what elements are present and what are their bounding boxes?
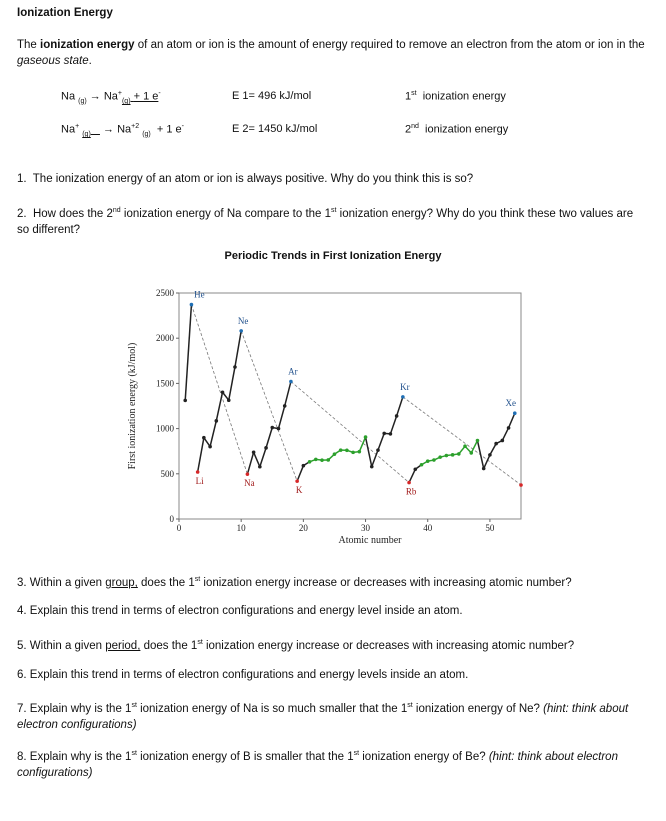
data-point — [295, 479, 299, 483]
question-text: ionization energy increase or decreases with increasing atomic number? — [200, 576, 572, 589]
question-hint: (hint: think about electron configurations) — [17, 702, 629, 731]
question-text: ionization energy of Na compare to the 1 — [120, 207, 332, 220]
eq-subscript: (g) — [78, 97, 87, 105]
data-point — [420, 463, 424, 467]
data-point — [270, 426, 274, 430]
data-point — [302, 464, 306, 468]
question-text: Within a given — [29, 639, 106, 652]
question-8 — [17, 746, 647, 781]
eq-label-num: 1 — [405, 90, 412, 103]
ordinal-superscript: nd — [112, 207, 121, 214]
question-text: Explain this trend in terms of electron configurations and energy level inside an atom. — [29, 605, 463, 617]
data-point — [320, 458, 324, 462]
question-6 — [17, 667, 647, 683]
data-point — [196, 470, 200, 474]
intro-text: of an atom or ion is the amount of energy required to remove an electron from the atom or ion in the — [134, 39, 645, 51]
data-point — [326, 458, 330, 462]
data-point — [488, 453, 492, 457]
data-point — [494, 442, 498, 446]
question-text: ionization energy increase or decreases with increasing atomic number? — [202, 639, 575, 652]
question-text: ionization energy of B is smaller that the 1 — [136, 750, 354, 763]
question-number: 3. — [17, 576, 27, 589]
data-point — [413, 467, 417, 471]
data-point — [283, 404, 287, 408]
ordinal-superscript: st — [194, 576, 201, 583]
eq-subscript: (g) — [121, 97, 131, 105]
data-point — [227, 398, 231, 402]
data-point — [202, 436, 206, 440]
ordinal-superscript: st — [131, 702, 137, 709]
element-label: Kr — [400, 381, 410, 392]
ordinal-superscript: st — [331, 207, 337, 214]
data-point — [221, 390, 225, 394]
data-point — [513, 411, 517, 415]
ordinal-superscript: st — [353, 750, 360, 757]
data-point — [376, 448, 380, 452]
equation-1-energy: E 1= 496 kJ/mol — [232, 90, 312, 102]
data-point — [451, 453, 455, 457]
x-axis-label: Atomic number — [338, 535, 402, 546]
eq-product: Na — [117, 123, 132, 136]
y-tick-label: 500 — [160, 468, 174, 479]
eq-subscript: (g) — [142, 130, 151, 138]
equation-2-reaction — [61, 123, 184, 138]
question-text: Explain why is the 1 — [29, 702, 132, 715]
question-text: ionization energy? Why do you think these two values are so different? — [17, 207, 634, 236]
x-tick-label: 0 — [176, 523, 182, 533]
element-label: K — [295, 485, 303, 496]
data-point — [252, 450, 256, 454]
x-tick-label: 10 — [236, 523, 246, 533]
data-point — [208, 445, 212, 449]
x-tick-label: 50 — [485, 523, 495, 533]
y-tick-label: 2500 — [156, 288, 174, 298]
data-point — [370, 465, 374, 469]
data-point — [277, 427, 281, 431]
question-underlined-term: period, — [105, 639, 141, 652]
data-point — [457, 452, 461, 456]
arrow-icon: → — [103, 123, 115, 136]
eq-product: Na — [103, 90, 118, 103]
data-point — [382, 432, 386, 436]
x-tick-label: 30 — [361, 523, 371, 533]
y-axis-label: First ionization energy (kJ/mol) — [127, 342, 138, 470]
ordinal-superscript: st — [407, 702, 413, 709]
data-point — [215, 419, 219, 423]
data-point — [432, 458, 436, 462]
question-hint: (hint: think about electron configurations) — [17, 750, 618, 779]
equation-2-label — [405, 123, 508, 136]
eq-label-num: 2 — [405, 123, 412, 136]
data-point — [364, 435, 368, 439]
question-7 — [17, 698, 647, 733]
question-text: does the 1 — [140, 639, 198, 652]
question-text: The ionization energy of an atom or ion is always positive. Why do you think this is so? — [32, 173, 474, 185]
eq-subscript: (g) — [82, 130, 91, 138]
element-label: Rb — [405, 486, 417, 497]
eq-label-text: ionization energy — [425, 123, 509, 136]
data-point — [407, 481, 411, 485]
intro-paragraph — [17, 37, 647, 69]
intro-text: . — [88, 55, 92, 67]
question-underlined-term: group, — [105, 576, 138, 589]
data-point — [438, 455, 442, 459]
eq-reactant: Na — [61, 123, 76, 136]
data-point — [246, 472, 250, 476]
equation-1-label — [405, 90, 506, 103]
x-tick-label: 20 — [298, 523, 308, 533]
equation-2-energy: E 2= 1450 kJ/mol — [232, 123, 318, 135]
data-point — [258, 465, 262, 469]
question-text: ionization energy of Ne? — [412, 702, 544, 715]
eq-superscript: st — [411, 90, 417, 97]
eq-reactant: Na — [61, 90, 76, 103]
data-point — [333, 452, 337, 456]
data-point — [233, 365, 237, 369]
element-label: Na — [244, 478, 255, 489]
question-number: 1. — [17, 173, 27, 185]
element-label: Ar — [288, 366, 298, 377]
eq-superscript: - — [181, 123, 184, 130]
question-3 — [17, 572, 647, 591]
data-point — [507, 426, 511, 430]
question-text: Explain this trend in terms of electron configurations and energy levels inside an atom. — [29, 669, 469, 681]
eq-superscript: - — [158, 90, 161, 97]
data-point — [426, 459, 430, 463]
element-label: He — [194, 289, 205, 300]
data-point — [190, 303, 194, 307]
data-point — [345, 448, 349, 452]
question-text: ionization energy of Be? — [359, 750, 489, 763]
data-point — [308, 460, 312, 464]
data-point — [264, 446, 268, 450]
data-point — [445, 454, 449, 458]
element-label: Xe — [505, 398, 517, 409]
question-number: 7. — [17, 702, 27, 715]
element-label: Ne — [237, 315, 249, 326]
data-point — [501, 439, 505, 443]
y-tick-label: 2000 — [156, 333, 174, 344]
data-point — [395, 414, 399, 418]
data-point — [389, 432, 393, 436]
y-tick-label: 0 — [169, 514, 174, 524]
eq-superscript: + — [117, 90, 122, 97]
question-5 — [17, 635, 647, 654]
question-text: Within a given — [29, 576, 106, 589]
question-number: 2. — [17, 207, 27, 220]
data-point — [482, 467, 486, 471]
eq-electron: + 1 e — [133, 90, 159, 103]
ionization-energy-chart — [0, 270, 666, 560]
ordinal-superscript: st — [197, 639, 203, 646]
data-point — [358, 450, 362, 454]
question-text: does the 1 — [137, 576, 195, 589]
question-2 — [17, 203, 647, 238]
data-point — [183, 399, 187, 403]
data-point — [401, 395, 405, 399]
question-text: Explain why is the 1 — [29, 750, 132, 763]
question-number: 4. — [17, 605, 27, 617]
data-point — [469, 451, 473, 455]
plot-frame — [179, 293, 521, 519]
data-point — [239, 329, 243, 333]
chart-title: Periodic Trends in First Ionization Energy — [224, 250, 442, 262]
data-point — [289, 380, 293, 384]
y-tick-label: 1000 — [156, 423, 174, 434]
eq-superscript: nd — [411, 123, 419, 130]
eq-superscript: +2 — [131, 123, 140, 130]
question-text: ionization energy of Na is so much smaller that the 1 — [136, 702, 408, 715]
ordinal-superscript: st — [131, 750, 137, 757]
intro-bold-term: ionization energy — [40, 39, 135, 51]
question-number: 6. — [17, 669, 27, 681]
data-point — [351, 451, 355, 455]
question-text: How does the 2 — [32, 207, 113, 220]
intro-text: The — [17, 39, 41, 51]
data-point — [519, 483, 523, 487]
element-label: Li — [195, 475, 204, 486]
x-tick-label: 40 — [423, 523, 433, 533]
eq-electron: + 1 e — [156, 123, 182, 136]
data-point — [476, 439, 480, 443]
question-1 — [17, 171, 647, 187]
data-point — [463, 444, 467, 448]
page-title: Ionization Energy — [17, 7, 113, 19]
eq-label-text: ionization energy — [422, 90, 506, 103]
data-point — [314, 458, 318, 462]
intro-italic-term: gaseous state — [17, 55, 89, 67]
question-4 — [17, 603, 647, 619]
eq-superscript: + — [75, 123, 80, 130]
arrow-icon: → — [89, 90, 101, 103]
equation-1-reaction — [61, 90, 161, 105]
data-point — [339, 448, 343, 452]
question-number: 5. — [17, 639, 27, 652]
y-tick-label: 1500 — [156, 378, 174, 389]
question-number: 8. — [17, 750, 27, 763]
